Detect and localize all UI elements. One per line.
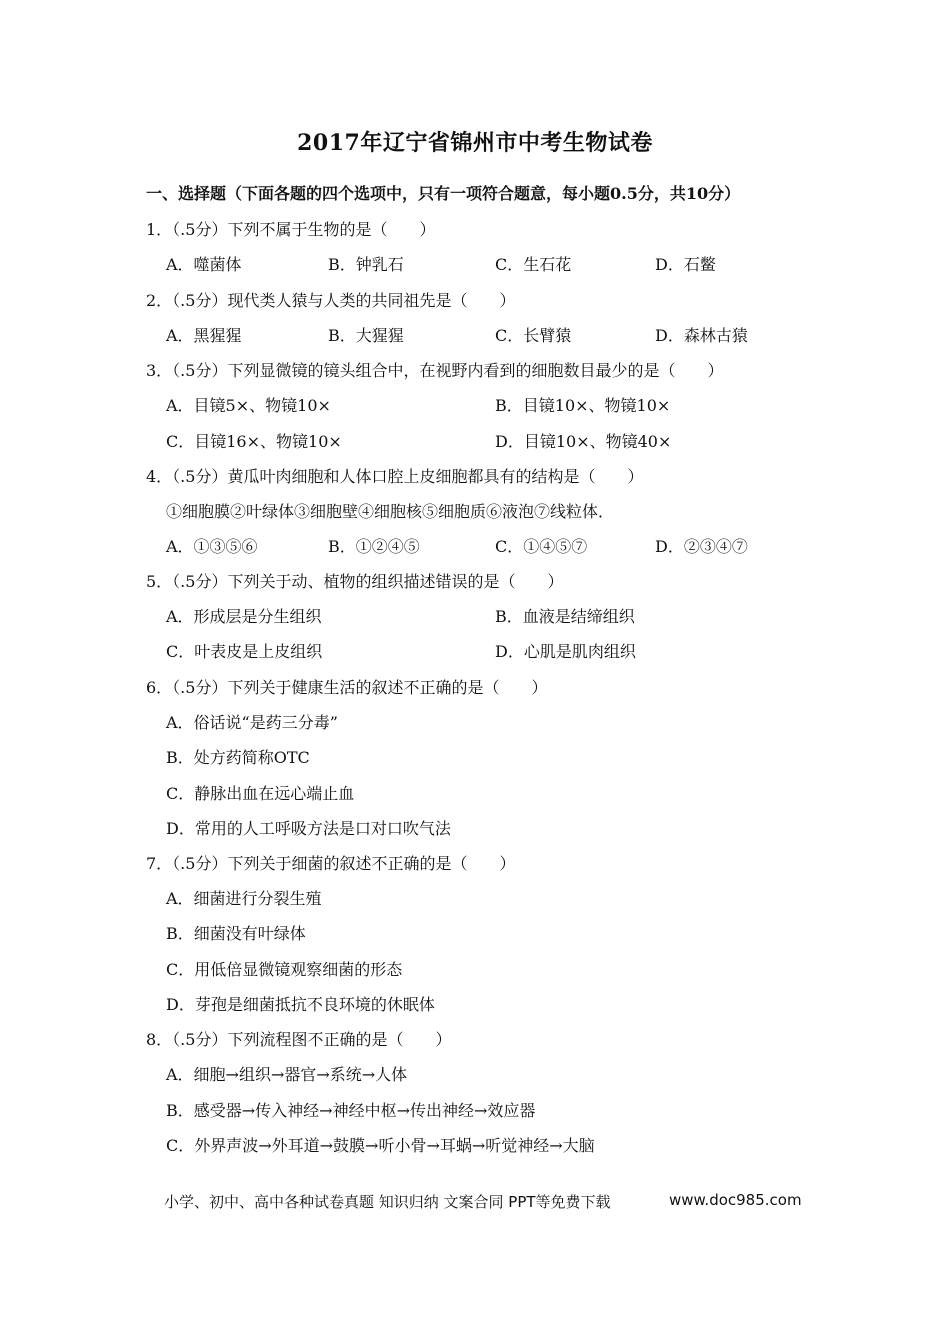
page-title: 2017年辽宁省锦州市中考生物试卷	[297, 130, 653, 156]
question-6-option-d: D．常用的人工呼吸方法是口对口吹气法	[166, 819, 451, 838]
question-6-option-c: C．静脉出血在远心端止血	[166, 784, 355, 803]
question-6-option-b: B．处方药简称OTC	[166, 748, 310, 767]
question-1-stem: 1．（.5分）下列不属于生物的是（ ）	[146, 220, 436, 239]
question-1-option-d: D．石鳖	[655, 255, 716, 274]
question-5-option-c: C．叶表皮是上皮组织	[166, 642, 323, 661]
question-8-option-c: C．外界声波→外耳道→鼓膜→听小骨→耳蜗→听觉神经→大脑	[166, 1136, 595, 1155]
question-2-stem: 2．（.5分）现代类人猿与人类的共同祖先是（ ）	[146, 291, 516, 310]
question-7-stem: 7．（.5分）下列关于细菌的叙述不正确的是（ ）	[146, 854, 516, 873]
question-1-option-a: A．噬菌体	[166, 255, 242, 274]
question-3-option-d: D．目镜10×、物镜40×	[495, 432, 672, 451]
question-4-option-d: D．②③④⑦	[655, 537, 748, 556]
question-5-option-d: D．心肌是肌肉组织	[495, 642, 636, 661]
question-1-option-b: B．钟乳石	[328, 255, 404, 274]
question-2-option-d: D．森林古猿	[655, 326, 748, 345]
question-5-stem: 5．（.5分）下列关于动、植物的组织描述错误的是（ ）	[146, 572, 564, 591]
question-1-option-c: C．生石花	[495, 255, 572, 274]
question-3-option-a: A．目镜5×、物镜10×	[166, 396, 331, 415]
question-7-option-d: D．芽孢是细菌抵抗不良环境的休眠体	[166, 995, 435, 1014]
question-2-option-a: A．黑猩猩	[166, 326, 242, 345]
section-heading: 一、选择题（下面各题的四个选项中，只有一项符合题意，每小题0.5分，共10分）	[146, 184, 741, 203]
question-5-option-b: B．血液是结缔组织	[495, 607, 635, 626]
question-4-option-a: A．①③⑤⑥	[166, 537, 258, 556]
question-8-option-a: A．细胞→组织→器官→系统→人体	[166, 1065, 408, 1084]
question-4-note: ①细胞膜②叶绿体③细胞壁④细胞核⑤细胞质⑥液泡⑦线粒体．	[166, 502, 615, 521]
question-4-stem: 4．（.5分）黄瓜叶肉细胞和人体口腔上皮细胞都具有的结构是（ ）	[146, 467, 644, 486]
question-8-option-b: B．感受器→传入神经→神经中枢→传出神经→效应器	[166, 1101, 536, 1120]
question-7-option-b: B．细菌没有叶绿体	[166, 924, 306, 943]
question-3-option-b: B．目镜10×、物镜10×	[495, 396, 671, 415]
question-4-option-b: B．①②④⑤	[328, 537, 420, 556]
question-7-option-c: C．用低倍显微镜观察细菌的形态	[166, 960, 403, 979]
question-3-stem: 3．（.5分）下列显微镜的镜头组合中，在视野内看到的细胞数目最少的是（ ）	[146, 361, 724, 380]
question-4-option-c: C．①④⑤⑦	[495, 537, 588, 556]
footer-url: www.doc985.com	[669, 1191, 802, 1209]
question-5-option-a: A．形成层是分生组织	[166, 607, 322, 626]
question-3-option-c: C．目镜16×、物镜10×	[166, 432, 342, 451]
footer-text: 小学、初中、高中各种试卷真题 知识归纳 文案合同 PPT等免费下载	[164, 1193, 611, 1211]
question-2-option-b: B．大猩猩	[328, 326, 404, 345]
question-7-option-a: A．细菌进行分裂生殖	[166, 889, 322, 908]
question-8-stem: 8．（.5分）下列流程图不正确的是（ ）	[146, 1030, 452, 1049]
question-6-option-a: A．俗话说“是药三分毒”	[166, 713, 338, 732]
question-6-stem: 6．（.5分）下列关于健康生活的叙述不正确的是（ ）	[146, 678, 548, 697]
question-2-option-c: C．长臂猿	[495, 326, 572, 345]
